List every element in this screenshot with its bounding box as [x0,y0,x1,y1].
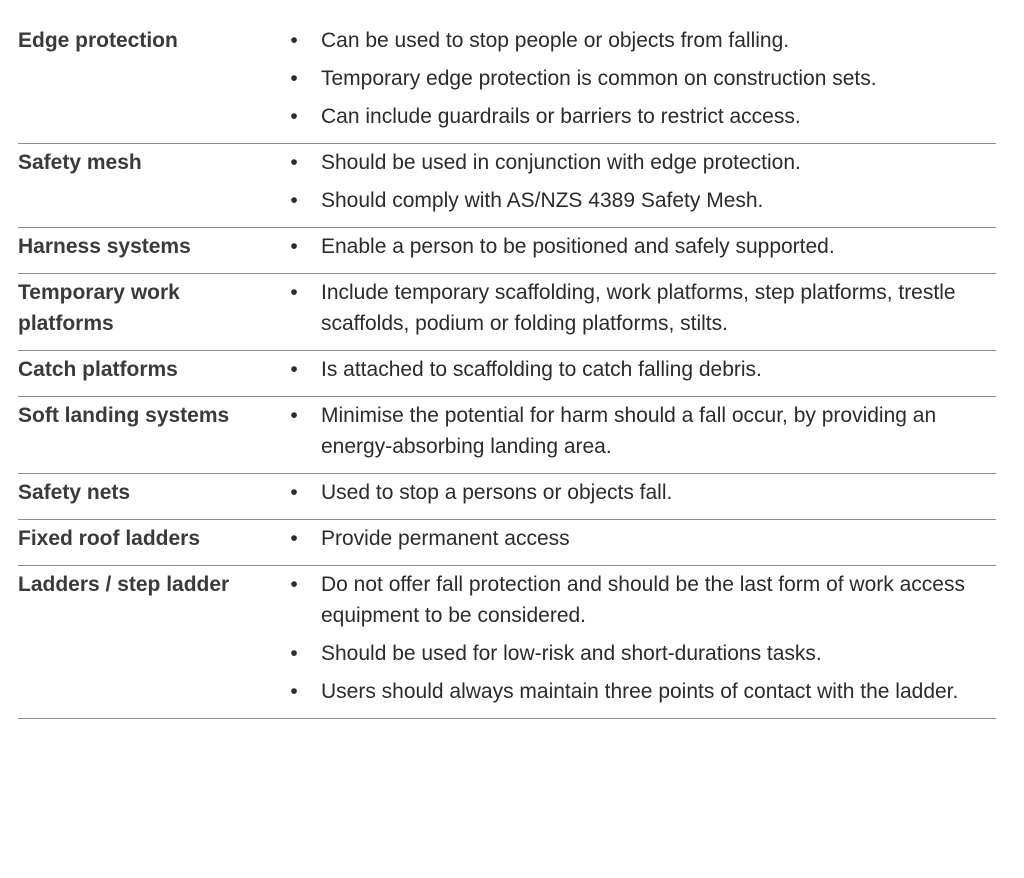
table-row [18,274,996,351]
row-items [280,520,996,565]
row-items [280,144,996,227]
row-items [280,228,996,273]
row-items [280,351,996,396]
list-item [280,477,996,508]
row-label: Fixed roof ladders [18,527,201,550]
bullet-icon: • [290,235,298,258]
table-row [18,397,996,474]
item-text: Should be used in conjunction with edge protection. [321,151,801,174]
row-items [280,474,996,519]
list-item [280,676,996,707]
table-row [18,22,996,144]
table-row [18,520,996,566]
bullet-icon: • [290,642,298,665]
list-item [280,101,996,132]
bullet-icon: • [290,527,298,550]
item-text: Is attached to scaffolding to catch falling debris. [321,358,762,381]
item-text: Can include guardrails or barriers to restrict access. [321,105,801,128]
item-text: Do not offer fall protection and should be the last form of work access equipment to be considered. [321,573,965,627]
item-text: Minimise the potential for harm should a fall occur, by providing an energy-absorbing landing area. [321,404,937,458]
table-row [18,474,996,520]
table-row [18,351,996,397]
row-label: Ladders / step ladder [18,573,230,596]
bullet-icon: • [290,358,298,381]
bullet-icon: • [290,151,298,174]
list-item [280,354,996,385]
bullet-icon: • [290,105,298,128]
list-item [280,231,996,262]
item-text: Can be used to stop people or objects from falling. [321,29,790,52]
list-item [280,569,996,631]
bullet-icon: • [290,573,298,596]
row-items [280,397,996,473]
item-text: Provide permanent access [321,527,570,550]
list-item [280,25,996,56]
list-item [280,638,996,669]
table-row [18,144,996,228]
list-item [280,400,996,462]
fall-protection-table [18,22,996,719]
bullet-icon: • [290,281,298,304]
list-item [280,63,996,94]
bullet-icon: • [290,189,298,212]
row-items [280,22,996,143]
list-item [280,147,996,178]
bullet-icon: • [290,29,298,52]
list-item [280,277,996,339]
item-text: Should comply with AS/NZS 4389 Safety Mesh. [321,189,764,212]
row-label: Temporary work platforms [18,281,180,335]
item-text: Should be used for low-risk and short-durations tasks. [321,642,822,665]
bullet-icon: • [290,67,298,90]
item-text: Enable a person to be positioned and safely supported. [321,235,835,258]
table-row [18,228,996,274]
row-label: Edge protection [18,29,178,52]
item-text: Include temporary scaffolding, work platforms, step platforms, trestle scaffolds, podium or folding platforms, stilts. [321,281,956,335]
list-item [280,523,996,554]
item-text: Used to stop a persons or objects fall. [321,481,673,504]
item-text: Users should always maintain three points of contact with the ladder. [321,680,959,703]
table-row [18,566,996,719]
list-item [280,185,996,216]
bullet-icon: • [290,680,298,703]
row-label: Soft landing systems [18,404,230,427]
row-label: Safety mesh [18,151,142,174]
row-label: Safety nets [18,481,131,504]
item-text: Temporary edge protection is common on construction sets. [321,67,877,90]
bullet-icon: • [290,481,298,504]
row-label: Catch platforms [18,358,178,381]
row-items [280,566,996,718]
row-items [280,274,996,350]
row-label: Harness systems [18,235,191,258]
bullet-icon: • [290,404,298,427]
